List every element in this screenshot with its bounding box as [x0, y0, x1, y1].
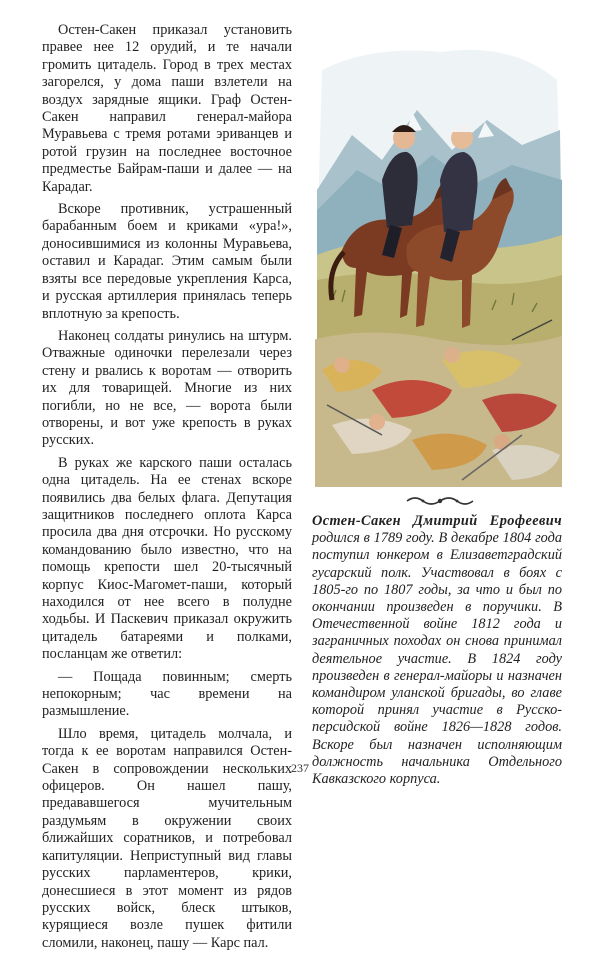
paragraph-4: В руках же карского паши осталась одна цитадель. На ее стенах вскоре появились два белых флага. Депутация защитников последнего оплота Карса просила два дня отсрочки. Но русскому командованию было известно, что на помощь крепости шел 20-тысячный корпус Киос-Магомет-паши, который находился от нее всего в полудне ходьбы. И Паскевич приказал окружить цитадель батареями и полками, посланцам же ответил: [42, 454, 292, 663]
battle-illustration [312, 40, 565, 490]
decorative-divider-icon [405, 495, 475, 507]
caption-paragraph [312, 513, 562, 788]
paragraph-1: Остен-Сакен приказал установить правее нее 12 орудий, и те начали громить цитадель. Город в трех местах загорелся, у дома паши взлетели на воздух зарядные ящики. Граф Остен-Сакен направил генерал-майора Муравьева с тремя ротами эриванцев и ротой грузин на последнее восточное предместье Байрам-паши и далее — на Карадаг. [42, 22, 292, 195]
paragraph-2: Вскоре противник, устрашенный барабанным боем и криками «ура!», доносившимися из колонны Муравьева, оставил и Карадаг. Этим самым были взяты все передовые укрепления Карса, и русская артиллерия принялась теперь вплотную за крепость. [42, 201, 292, 322]
paragraph-5: — Пощада повинным; смерть непокорным; час времени на размышление. [42, 668, 292, 720]
main-text-column [42, 22, 292, 957]
portrait-caption [312, 513, 562, 788]
paragraph-6: Шло время, цитадель молчала, и тогда к ее воротам направился Остен-Сакен в сопровождении нескольких офицеров. Он нашел пашу, предававшегося мучительным раздумьям в окружении своих ближайших соратников, и потребовал капитуляции. Неприступный вид главы русских парламентеров, крики, донесшиеся в этот момент из рядов русских войск, блеск штыков, курящиеся возле пушек фитили сломили, наконец, пашу — Карс пал. [42, 725, 292, 951]
paragraph-3: Наконец солдаты ринулись на штурм. Отважные одиночки перелезали через стену и рвались к воротам — отворить их для товарищей. Многие из них погибли, но не все, — ворота были отворены, и вот уже крепость в руках русских. [42, 327, 292, 449]
caption-name: Остен-Сакен Дмитрий Ерофеевич [312, 513, 562, 529]
illustration-drawing [312, 40, 565, 490]
caption-body: родился в 1789 году. В декабре 1804 года поступил юнкером в Елизаветградский гусарский полк. Участвовал в боях с 1805-го по 1807 годы, за что и был по окончании произведен в поручики. В Отечественной войне 1812 года и заграничных походах он снова принимал деятельное участие. В 1824 году произведен в генерал-майоры и назначен командиром уланской бригады, во главе которой принял участие в Русско-персидской войне 1826—1828 годов. Вскоре был назначен исполняющим должность начальника Отдельного Кавказского корпуса. [312, 530, 562, 788]
page-number: 237 [291, 761, 309, 775]
